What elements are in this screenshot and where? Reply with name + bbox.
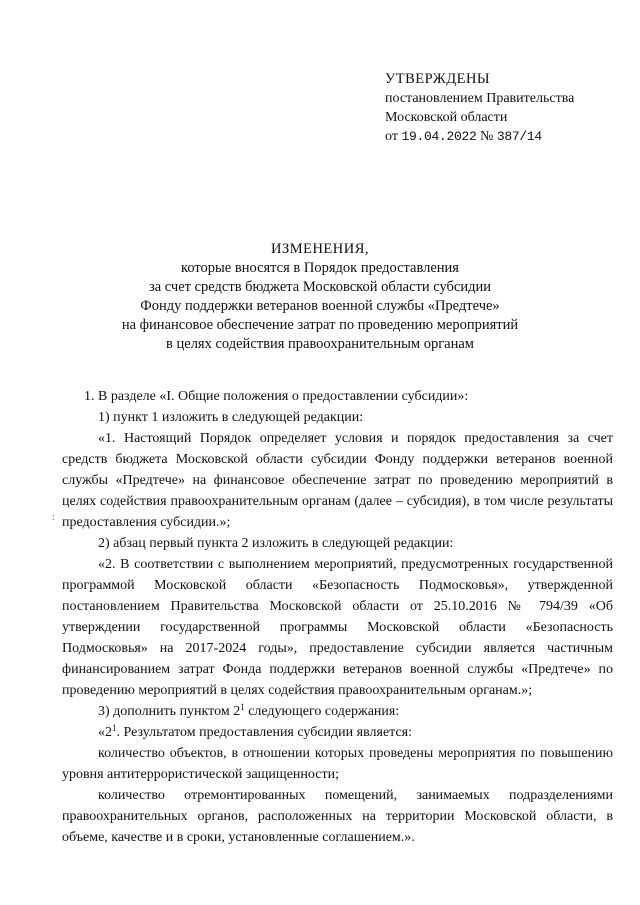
paragraph-5-sup: 1 <box>240 702 245 712</box>
paragraph-6-sup: 1 <box>112 723 117 733</box>
paragraph-6-text-a: «2 <box>98 725 112 740</box>
title-line-1: которые вносятся в Порядок предоставления <box>181 260 459 276</box>
paragraph-5 <box>62 701 613 722</box>
approval-stamp <box>385 70 625 146</box>
paragraph-5-text-b: следующего содержания: <box>244 704 400 719</box>
title-main: ИЗМЕНЕНИЯ, <box>270 241 370 257</box>
paragraph-7: количество объектов, в отношении которых проведены мероприятия по повышению уровня антитеррористической защищенности; <box>62 746 613 782</box>
approval-number: 387/14 <box>496 129 542 144</box>
title-line-4: на финансовое обеспечение затрат по проведению мероприятий <box>121 317 519 333</box>
paragraph-4: «2. В соответствии с выполнением мероприятий, предусмотренных государственной программой Московской области «Безопасность Подмосковья», утвержденной постановлением Правительства Московской области от 25.10.2016 № 794/39 «Об утверждении государственной программы Московской области «Безопасность Подмосковья» на 2017-2024 годы», предоставление субсидии является частичным финансированием затрат Фонда поддержки ветеранов военной службы «Предтече» по проведению мероприятий в целях содействия правоохранительным органам.»; <box>62 557 613 698</box>
document-title <box>0 240 640 354</box>
approval-number-sign: № <box>479 129 494 144</box>
paragraph-1: 1) пункт 1 изложить в следующей редакции: <box>98 410 364 425</box>
paragraph-8: количество отремонтированных помещений, занимаемых подразделениями правоохранительных органов, расположенных на территории Московской области, в объеме, качестве и в сроки, установленные соглашением.». <box>62 788 613 845</box>
paragraph-2: «1. Настоящий Порядок определяет условия и порядок предоставления за счет средств бюджета Московской области субсидии Фонду поддержки ветеранов военной службы «Предтече» на финансовое обеспечение затрат по проведению мероприятий в целях содействия правоохранительным органам (далее – субсидия), в том числе результаты предоставления субсидии.»; <box>62 431 613 530</box>
paragraph-3: 2) абзац первый пункта 2 изложить в следующей редакции: <box>98 536 454 551</box>
approval-heading: УТВЕРЖДЕНЫ <box>385 71 491 87</box>
margin-mark: : <box>52 512 55 523</box>
title-line-2: за счет средств бюджета Московской области субсидии <box>148 279 491 295</box>
document-body <box>62 386 613 848</box>
approval-date-prefix: от <box>385 129 398 144</box>
paragraph-6-text-b: . Результатом предоставления субсидии является: <box>116 725 412 740</box>
section-heading: 1. В разделе «I. Общие положения о предоставлении субсидии»: <box>84 389 469 404</box>
approval-date: 19.04.2022 <box>401 129 477 144</box>
approval-line-1: постановлением Правительства <box>385 91 575 106</box>
paragraph-6 <box>62 722 613 743</box>
title-line-3: Фонду поддержки ветеранов военной службы «Предтече» <box>140 298 500 314</box>
approval-date-line <box>385 127 625 146</box>
approval-line-2: Московской области <box>385 110 508 125</box>
title-line-5: в целях содействия правоохранительным органам <box>166 336 474 352</box>
paragraph-5-text-a: 3) дополнить пунктом 2 <box>98 704 241 719</box>
